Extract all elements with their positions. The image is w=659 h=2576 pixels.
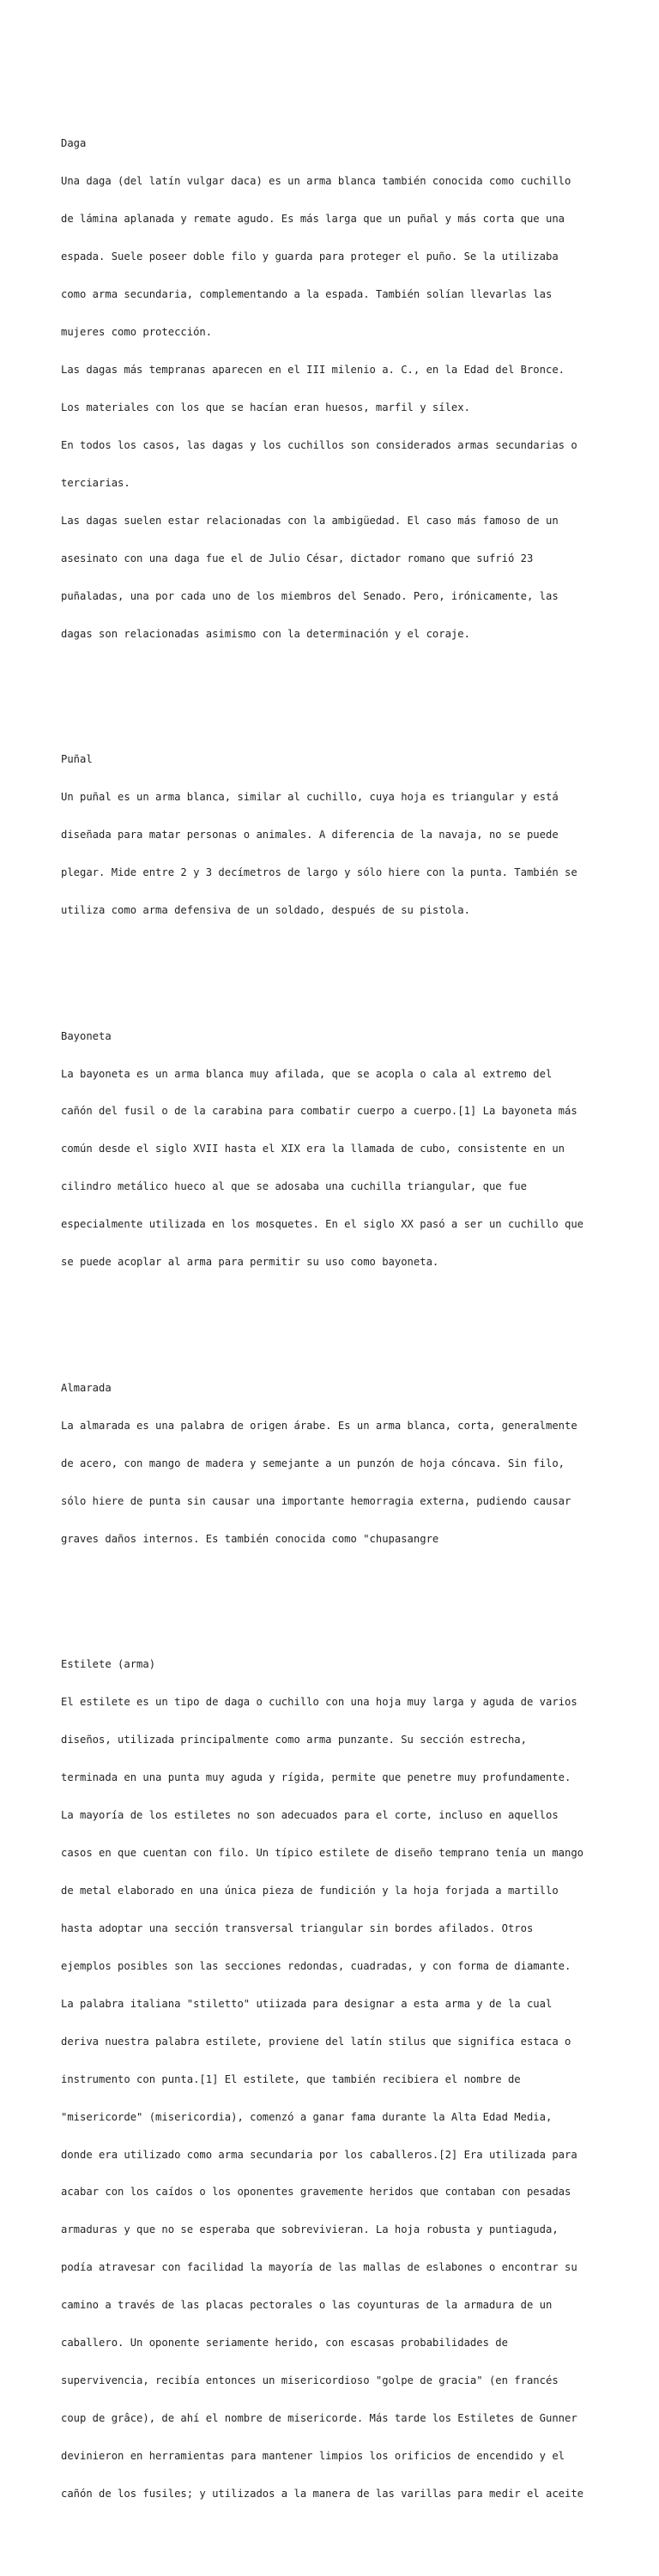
text-line: camino a través de las placas pectorales o las coyunturas de la armadura de un	[61, 2299, 553, 2312]
section-bayoneta	[61, 1004, 653, 1294]
section-title: Daga	[61, 137, 87, 150]
text-line: asesinato con una daga fue el de Julio César, dictador romano que sufrió 23	[61, 552, 534, 564]
text-line: podía atravesar con facilidad la mayoría de las mallas de eslabones o encontrar su	[61, 2261, 577, 2274]
text-line: sólo hiere de punta sin causar una importante hemorragia externa, pudiendo causar	[61, 1494, 571, 1507]
text-line: terminada en una punta muy aguda y rígida, permite que penetre muy profundamente.	[61, 1771, 571, 1783]
text-line: La palabra italiana "stiletto" utiizada para designar a esta arma y de la cual	[61, 1997, 553, 2010]
text-line: La mayoría de los estiletes no son adecuados para el corte, incluso en aquellos	[61, 1808, 559, 1821]
text-line: armaduras y que no se esperaba que sobrevivieran. La hoja robusta y puntiaguda,	[61, 2223, 559, 2236]
text-line: cilindro metálico hueco al que se adosaba una cuchilla triangular, que fue	[61, 1180, 527, 1193]
text-line: devinieron en herramientas para mantener limpios los orificios de encendido y el	[61, 2450, 565, 2463]
text-line: cañón del fusil o de la carabina para combatir cuerpo a cuerpo.[1] La bayoneta más	[61, 1105, 577, 1118]
text-line: espada. Suele poseer doble filo y guarda para proteger el puño. Se la utilizaba	[61, 250, 559, 263]
text-line: La almarada es una palabra de origen árabe. Es un arma blanca, corta, generalmente	[61, 1419, 577, 1432]
text-line: Un puñal es un arma blanca, similar al cuchillo, cuya hoja es triangular y está	[61, 791, 559, 804]
section-estilete	[61, 1633, 653, 2563]
text-line: hasta adoptar una sección transversal triangular sin bordes afilados. Otros	[61, 1921, 534, 1934]
text-line: deriva nuestra palabra estilete, proviene del latín stilus que significa estaca o	[61, 2035, 571, 2048]
text-line: puñaladas, una por cada uno de los miembros del Senado. Pero, irónicamente, las	[61, 589, 559, 602]
text-line: En todos los casos, las dagas y los cuchillos son considerados armas secundarias o	[61, 438, 577, 451]
text-line: se puede acoplar al arma para permitir su uso como bayoneta.	[61, 1256, 439, 1269]
text-line: Las dagas más tempranas aparecen en el III milenio a. C., en la Edad del Bronce.	[61, 364, 565, 376]
text-line: graves daños internos. Es también conocida como "chupasangre	[61, 1532, 439, 1545]
text-line: dagas son relacionadas asimismo con la determinación y el coraje.	[61, 627, 470, 640]
text-line: "misericorde" (misericordia), comenzó a ganar fama durante la Alta Edad Media,	[61, 2110, 553, 2123]
text-line: de acero, con mango de madera y semejante a un punzón de hoja cóncava. Sin filo,	[61, 1457, 565, 1469]
text-line: diseñada para matar personas o animales. A diferencia de la navaja, no se puede	[61, 829, 559, 842]
section-almarada	[61, 1356, 653, 1570]
text-line: plegar. Mide entre 2 y 3 decímetros de largo y sólo hiere con la punta. También se	[61, 866, 577, 879]
text-line: común desde el siglo XVII hasta el XIX era la llamada de cubo, consistente en un	[61, 1143, 565, 1155]
text-line: de lámina aplanada y remate agudo. Es más larga que un puñal y más corta que una	[61, 213, 565, 226]
text-line: utiliza como arma defensiva de un soldado, después de su pistola.	[61, 904, 470, 917]
text-line: caballero. Un oponente seriamente herido, con escasas probabilidades de	[61, 2337, 508, 2350]
section-daga	[61, 112, 653, 666]
section-title: Almarada	[61, 1381, 112, 1394]
section-punal	[61, 728, 653, 942]
text-line: Los materiales con los que se hacían eran huesos, marfil y sílex.	[61, 401, 470, 413]
text-line: especialmente utilizada en los mosquetes. En el siglo XX pasó a ser un cuchillo que	[61, 1218, 584, 1231]
text-line: Las dagas suelen estar relacionadas con la ambigüedad. El caso más famoso de un	[61, 514, 559, 527]
section-title: Puñal	[61, 753, 93, 766]
text-line: mujeres como protección.	[61, 326, 213, 339]
text-line: como arma secundaria, complementando a la espada. También solían llevarlas las	[61, 288, 553, 301]
text-line: diseños, utilizada principalmente como arma punzante. Su sección estrecha,	[61, 1734, 527, 1746]
text-line: acabar con los caídos o los oponentes gravemente heridos que contaban con pesadas	[61, 2186, 571, 2199]
text-line: ejemplos posibles son las secciones redondas, cuadradas, y con forma de diamante.	[61, 1959, 571, 1972]
document-body	[61, 75, 653, 2576]
text-line: terciarias.	[61, 476, 130, 489]
text-line	[61, 2525, 653, 2538]
section-title: Estilete (arma)	[61, 1658, 156, 1671]
text-line: cañón de los fusiles; y utilizados a la manera de las varillas para medir el aceite	[61, 2488, 584, 2501]
text-line: casos en que cuentan con filo. Un típico estilete de diseño temprano tenía un mango	[61, 1846, 584, 1859]
text-line: El estilete es un tipo de daga o cuchillo con una hoja muy larga y aguda de varios	[61, 1696, 577, 1709]
text-line: de metal elaborado en una única pieza de fundición y la hoja forjada a martillo	[61, 1884, 559, 1897]
text-line: Una daga (del latín vulgar daca) es un arma blanca también conocida como cuchillo	[61, 175, 571, 188]
section-title: Bayoneta	[61, 1029, 112, 1042]
text-line: donde era utilizado como arma secundaria por los caballeros.[2] Era utilizada para	[61, 2148, 577, 2161]
text-line: supervivencia, recibía entonces un misericordioso "golpe de gracia" (en francés	[61, 2374, 559, 2387]
text-line: instrumento con punta.[1] El estilete, que también recibiera el nombre de	[61, 2072, 521, 2085]
text-line: coup de grâce), de ahí el nombre de misericorde. Más tarde los Estiletes de Gunner	[61, 2412, 577, 2425]
text-line: La bayoneta es un arma blanca muy afilada, que se acopla o cala al extremo del	[61, 1067, 553, 1080]
